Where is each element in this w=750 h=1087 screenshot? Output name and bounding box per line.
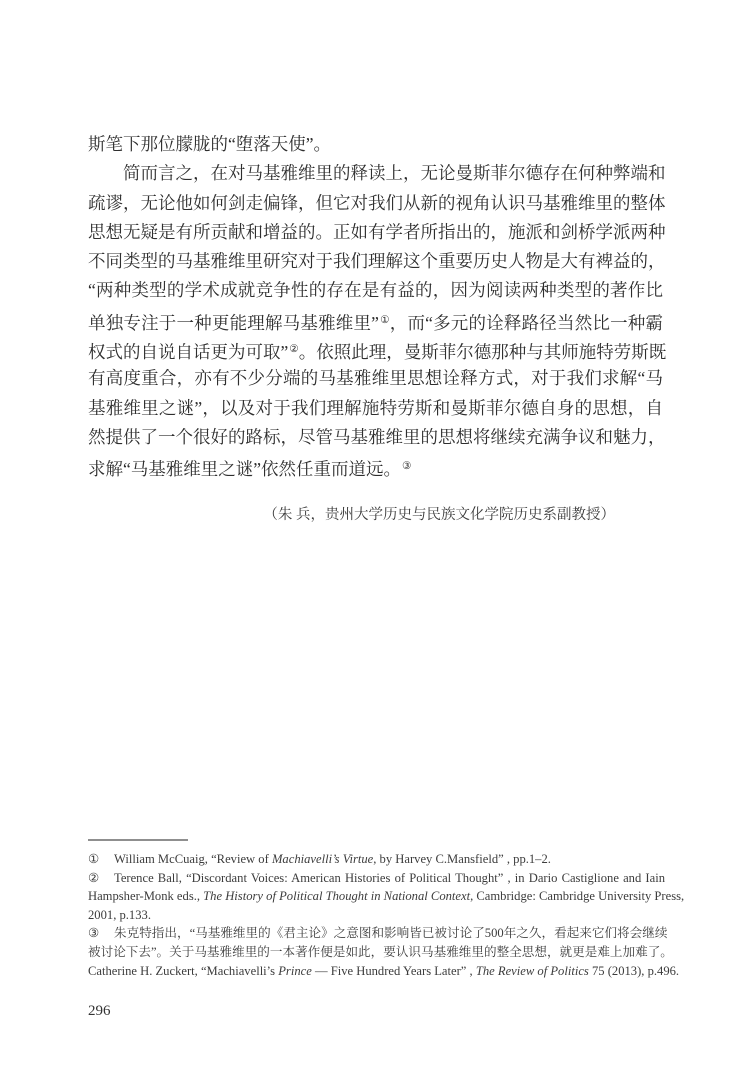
text-line: “两种类型的学术成就竞争性的存在是有益的，因为阅读两种类型的著作比 — [88, 280, 663, 301]
text-line: 被讨论下去”。关于马基雅维里的一本著作便是如此，要认识马基雅维里的整全思想，就更是难上加难了。 — [88, 944, 673, 959]
text-line: ③ 朱克特指出，“马基雅维里的《君主论》之意图和影响皆已被讨论了500年之久，看起来它们将会继续 — [88, 926, 668, 941]
text-line: 2001, p.133. — [88, 907, 151, 922]
text-line: ② Terence Ball, “Discordant Voices: American Histories of Political Thought” , in Dario Castiglione and Iain — [88, 870, 665, 885]
text-line: ① William McCuaig, “Review of Machiavelli’s Virtue, by Harvey C.Mansfield” , pp.1–2. — [88, 852, 551, 866]
text-line: 不同类型的马基雅维里研究对于我们理解这个重要历史人物是大有裨益的， — [88, 251, 666, 272]
text-line: 疏谬，无论他如何剑走偏锋，但它对我们从新的视角认识马基雅维里的整体 — [88, 192, 666, 213]
text-line: 思想无疑是有所贡献和增益的。正如有学者所指出的，施派和剑桥学派两种 — [88, 221, 666, 242]
author-attribution — [88, 504, 663, 526]
author-attribution-text: （朱 兵，贵州大学历史与民族文化学院历史系副教授） — [263, 507, 615, 523]
page-number: 296 — [88, 1003, 111, 1019]
text-line: 基雅维里之谜”，以及对于我们理解施特劳斯和曼斯菲尔德自身的思想，自 — [88, 397, 663, 418]
text-line: 然提供了一个很好的路标，尽管马基雅维里的思想将继续充满争议和魅力， — [88, 426, 666, 447]
footnotes — [88, 850, 685, 980]
body-text — [88, 130, 667, 482]
text-line: 单独专注于一种更能理解马基雅维里”①，而“多元的诠释路径当然比一种霸 — [88, 312, 663, 333]
text-line: Catherine H. Zuckert, “Machiavelli’s Prince — Five Hundred Years Later” , The Review of Politics 75 (2013), p.496. — [88, 963, 680, 978]
text-line: 有高度重合，亦有不少分端的马基雅维里思想诠释方式，对于我们求解“马 — [88, 368, 663, 389]
text-line: 斯笔下那位朦胧的“堕落天使”。 — [88, 134, 332, 154]
text-line: Hampsher-Monk eds., The History of Political Thought in National Context, Cambridge: Cambridge University Press, — [88, 889, 685, 904]
text-line: 简而言之，在对马基雅维里的释读上，无论曼斯菲尔德存在何种弊端和 — [88, 163, 666, 184]
text-line: 权式的自说自话更为可取”②。依照此理，曼斯菲尔德那种与其师施特劳斯既 — [88, 341, 667, 362]
footnote-separator — [88, 839, 188, 841]
text-line: 求解“马基雅维里之谜”依然任重而道远。③ — [88, 459, 412, 480]
